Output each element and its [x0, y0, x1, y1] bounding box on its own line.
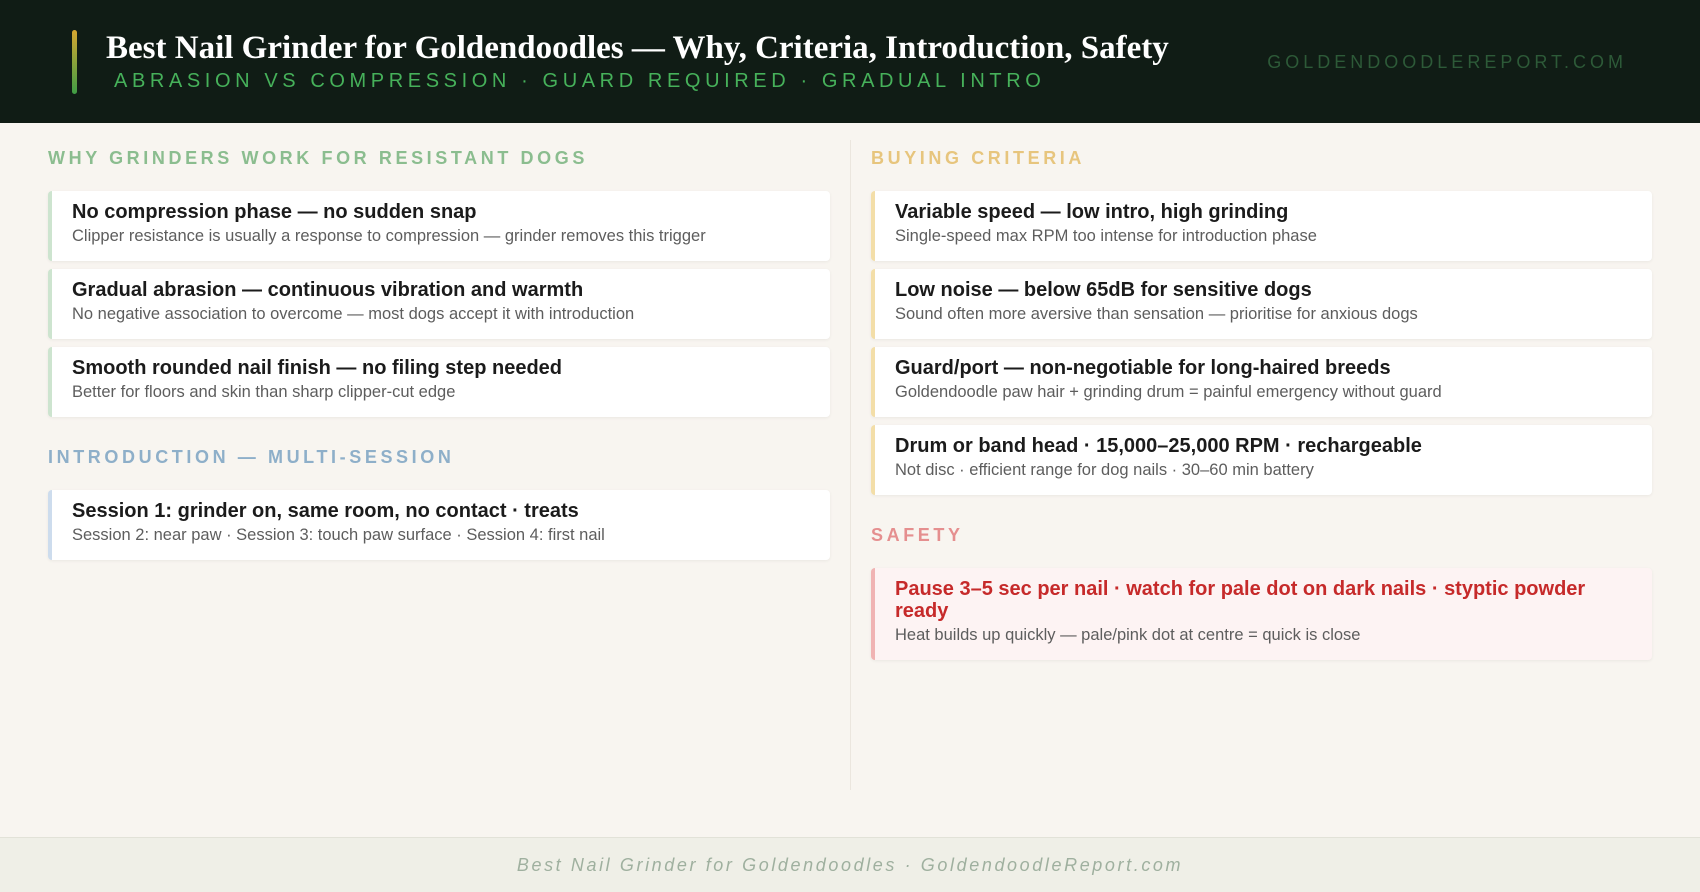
why-card-2 [48, 269, 830, 339]
card-heading: Session 1: grinder on, same room, no contact · treats [72, 500, 579, 522]
criteria-card-1 [871, 191, 1652, 261]
right-column [871, 148, 1652, 668]
header-accent-bar [72, 30, 77, 94]
section-title-introduction: INTRODUCTION — MULTI-SESSION [48, 447, 455, 467]
criteria-card-2 [871, 269, 1652, 339]
intro-card-1 [48, 490, 830, 560]
footer: Best Nail Grinder for Goldendoodles · GoldendoodleReport.com [0, 837, 1700, 892]
card-heading: Variable speed — low intro, high grinding [895, 201, 1289, 223]
section-title-why: WHY GRINDERS WORK FOR RESISTANT DOGS [48, 148, 588, 168]
page-title: Best Nail Grinder for Goldendoodles — Why, Criteria, Introduction, Safety [106, 30, 1169, 66]
card-description: Not disc · efficient range for dog nails · 30–60 min battery [895, 461, 1314, 479]
card-description: Single-speed max RPM too intense for introduction phase [895, 227, 1317, 245]
card-description: Sound often more aversive than sensation — prioritise for anxious dogs [895, 305, 1418, 323]
card-heading: Low noise — below 65dB for sensitive dogs [895, 279, 1312, 301]
header [0, 0, 1700, 123]
why-card-3 [48, 347, 830, 417]
card-heading: Smooth rounded nail finish — no filing step needed [72, 357, 562, 379]
card-description: No negative association to overcome — most dogs accept it with introduction [72, 305, 635, 323]
card-description: Session 2: near paw · Session 3: touch paw surface · Session 4: first nail [72, 526, 605, 544]
site-name: GOLDENDOODLEREPORT.COM [1267, 52, 1627, 72]
page-subtitle: ABRASION VS COMPRESSION · GUARD REQUIRED · GRADUAL INTRO [114, 70, 1046, 92]
why-card-1 [48, 191, 830, 261]
card-description: Heat builds up quickly — pale/pink dot at centre = quick is close [895, 626, 1361, 644]
card-description: Better for floors and skin than sharp clipper-cut edge [72, 383, 456, 401]
card-heading: Pause 3–5 sec per nail · watch for pale dot on dark nails · styptic powder ready [895, 578, 1586, 622]
card-heading: Guard/port — non-negotiable for long-haired breeds [895, 357, 1391, 379]
column-divider [850, 140, 851, 790]
card-description: Clipper resistance is usually a response to compression — grinder removes this trigger [72, 227, 706, 245]
left-column [48, 148, 830, 568]
card-heading: No compression phase — no sudden snap [72, 201, 477, 223]
section-title-safety: SAFETY [871, 525, 964, 545]
criteria-card-4 [871, 425, 1652, 495]
card-heading: Drum or band head · 15,000–25,000 RPM · rechargeable [895, 435, 1422, 457]
card-heading: Gradual abrasion — continuous vibration and warmth [72, 279, 584, 301]
safety-card-1 [871, 568, 1652, 660]
card-description: Goldendoodle paw hair + grinding drum = painful emergency without guard [895, 383, 1442, 401]
section-title-buying-criteria: BUYING CRITERIA [871, 148, 1086, 168]
criteria-card-3 [871, 347, 1652, 417]
